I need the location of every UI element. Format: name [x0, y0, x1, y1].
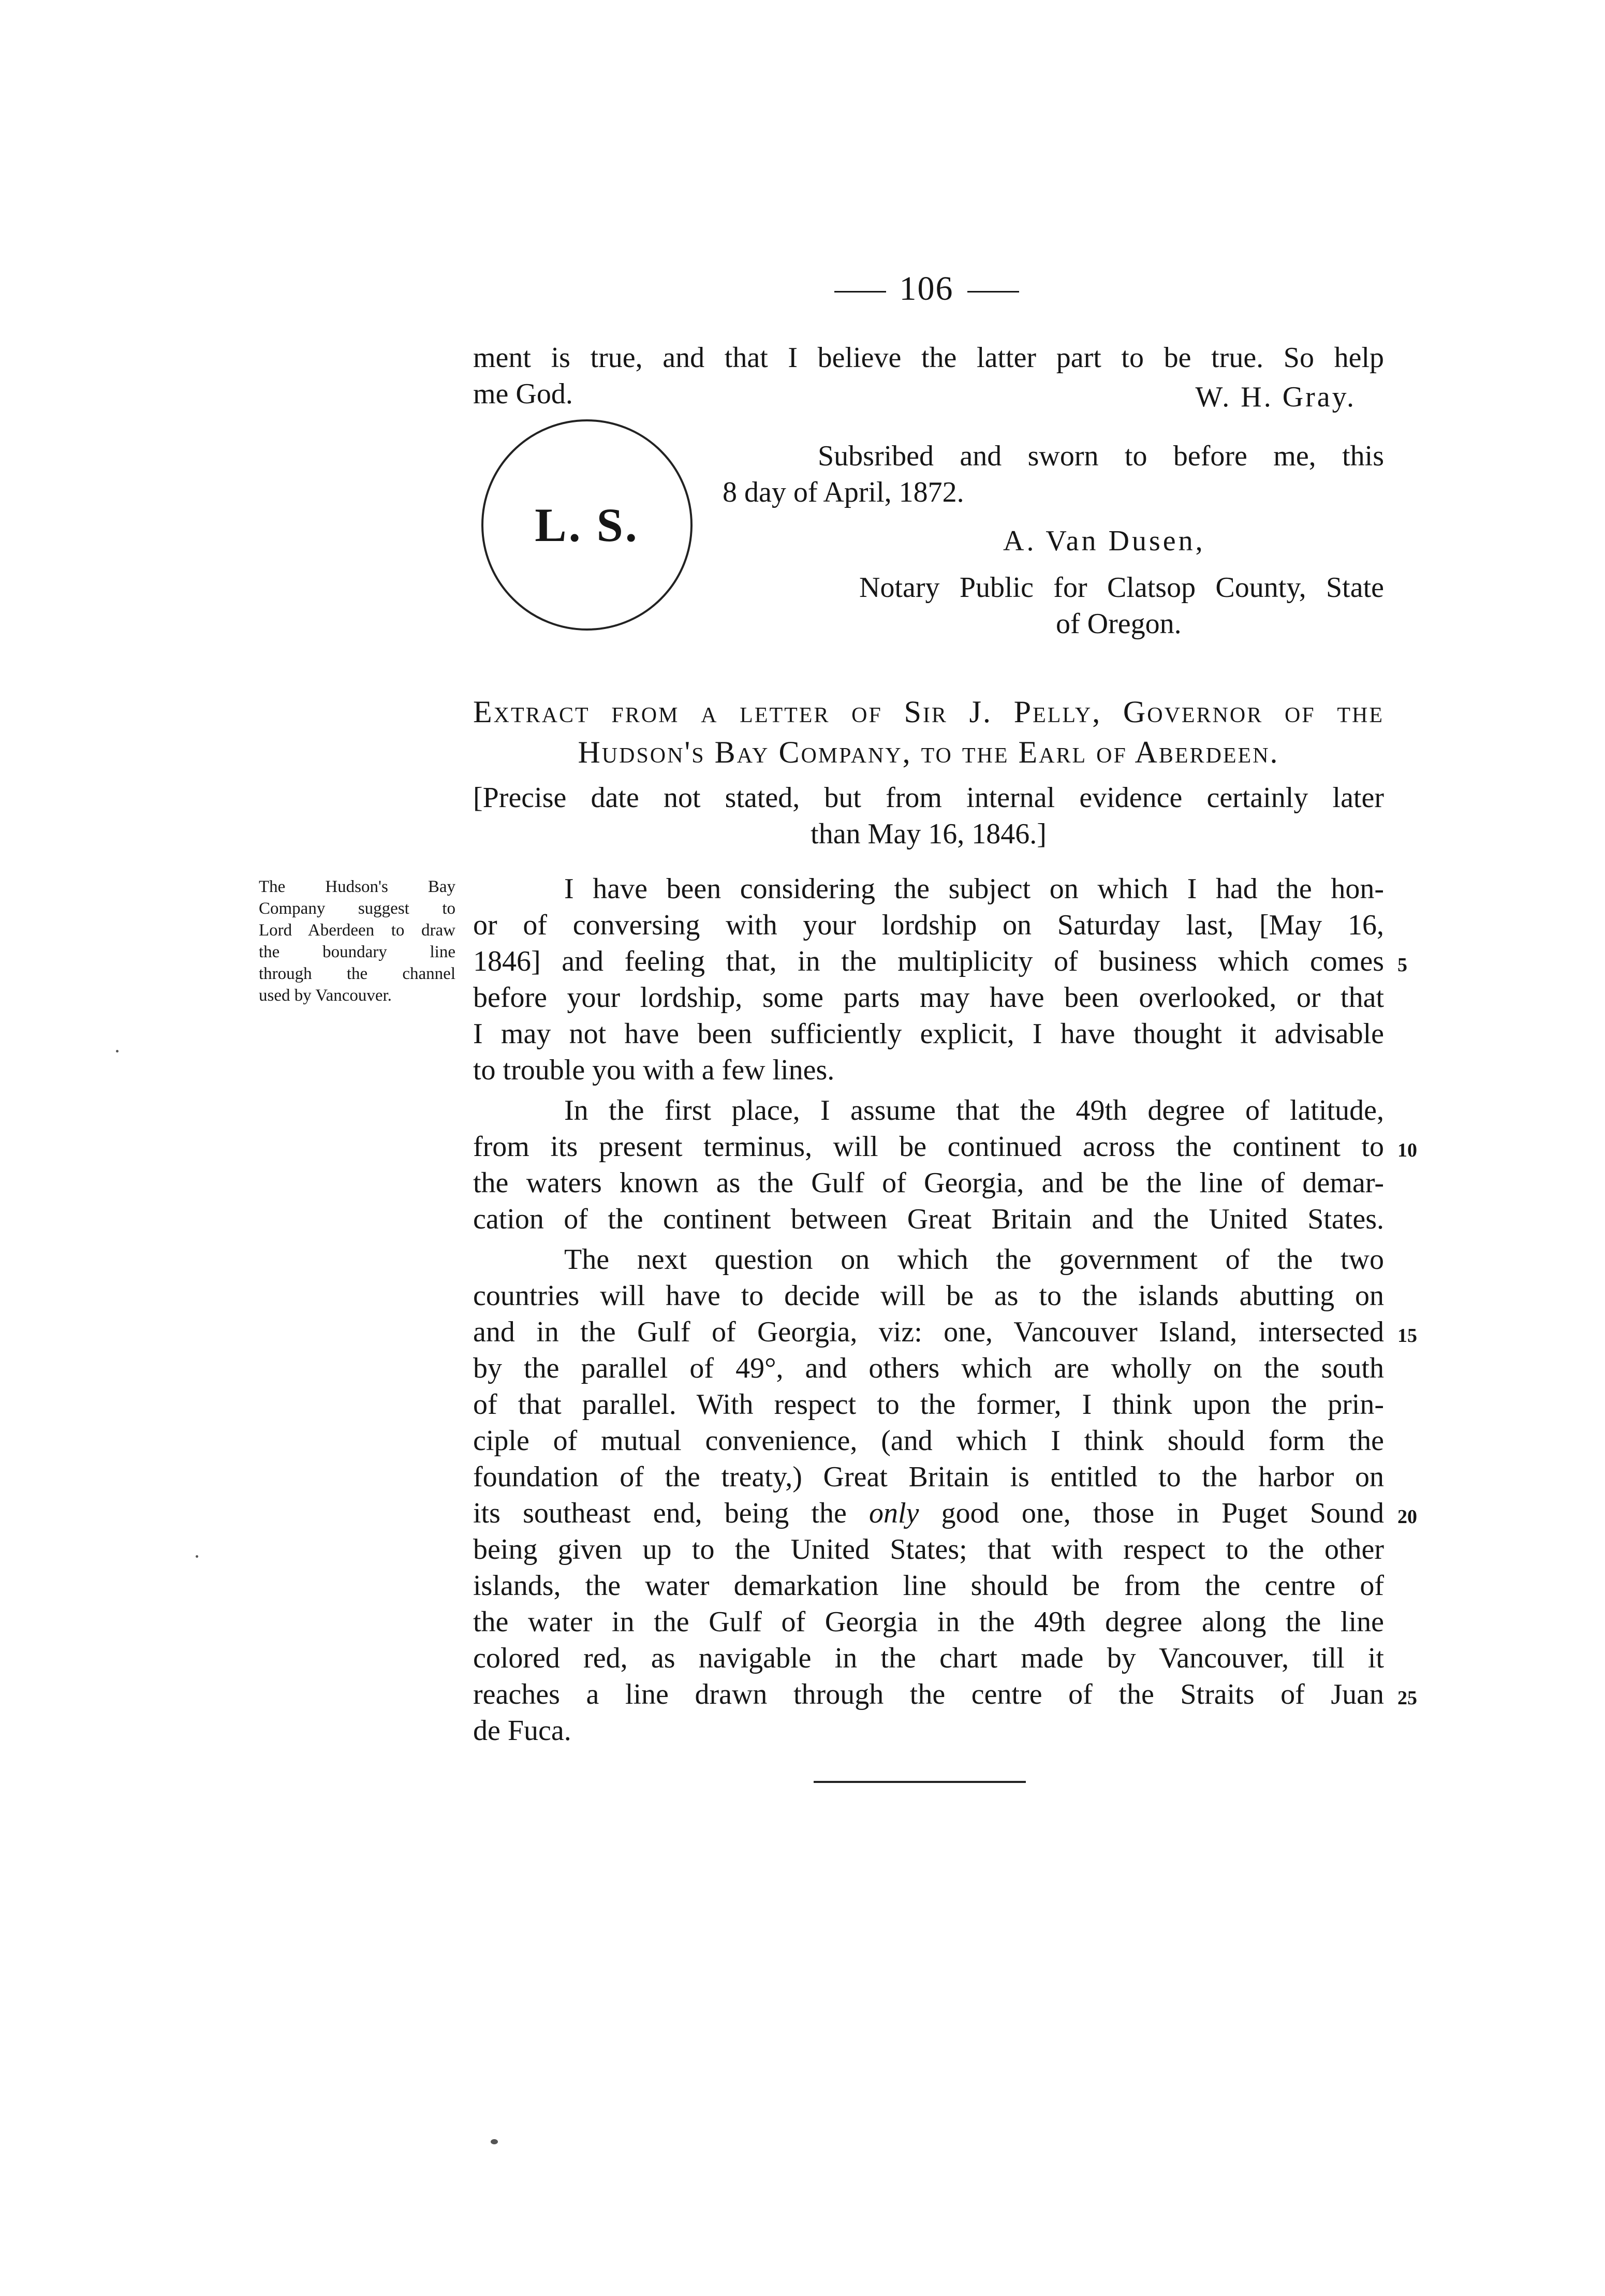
body-line-16: ciple of mutual convenience, (and which I think should form the: [473, 1425, 1384, 1457]
jurat-line-1: Subsribed and sworn to before me, this: [818, 440, 1384, 472]
body-line-1: I have been considering the subject on which I had the hon-: [564, 873, 1384, 905]
emphasis-only: only: [869, 1497, 919, 1529]
sidenote-line-2: Company suggest to: [259, 899, 455, 918]
line-number-25: 25: [1397, 1687, 1417, 1709]
body-line-10: cation of the continent between Great Britain and the United States.: [473, 1203, 1384, 1235]
line-number-15: 15: [1397, 1325, 1417, 1347]
body-line-2: or of conversing with your lordship on Saturday last, [May 16,: [473, 909, 1384, 941]
sidenote-line-1: The Hudson's Bay: [259, 878, 455, 896]
body-line-15: of that parallel. With respect to the former, I think upon the prin-: [473, 1388, 1384, 1421]
ink-speck: [116, 1050, 119, 1052]
body-line-19: being given up to the United States; that with respect to the other: [473, 1533, 1384, 1566]
body-line-23: reaches a line drawn through the centre of the Straits of Juan: [473, 1678, 1384, 1710]
line-number-20: 20: [1397, 1506, 1417, 1528]
notary-title-line-1: Notary Public for Clatsop County, State: [859, 572, 1384, 604]
body-line-21: the water in the Gulf of Georgia in the 49th degree along the line: [473, 1606, 1384, 1638]
page-number: 106: [807, 269, 1046, 309]
body-line-18: [473, 1495, 1384, 1531]
body-line-14: by the parallel of 49°, and others which are wholly on the south: [473, 1352, 1384, 1384]
body-line-17: foundation of the treaty,) Great Britain is entitled to the harbor on: [473, 1461, 1384, 1493]
seal: [481, 419, 693, 631]
body-line-12: countries will have to decide will be as to the islands abutting on: [473, 1280, 1384, 1312]
body-line-7: In the first place, I assume that the 49th degree of latitude,: [564, 1094, 1384, 1127]
jurat-line-2: 8 day of April, 1872.: [723, 476, 964, 508]
body-line-18-start: its southeast end, being the: [473, 1497, 847, 1529]
line-number-5: 5: [1397, 954, 1407, 976]
ink-speck: [491, 2139, 498, 2144]
body-line-9: the waters known as the Gulf of Georgia, and be the line of demar-: [473, 1167, 1384, 1199]
signature: W. H. Gray.: [1195, 381, 1356, 413]
line-number-10: 10: [1397, 1139, 1417, 1161]
sidenote-line-5: through the channel: [259, 964, 455, 983]
sidenote-line-4: the boundary line: [259, 943, 455, 961]
extract-heading-line-1: Extract from a letter of Sir J. Pelly, Governor of the: [473, 695, 1384, 729]
extract-heading-line-2: Hudson's Bay Company, to the Earl of Aberdeen.: [578, 735, 1279, 769]
body-line-24: de Fuca.: [473, 1715, 571, 1747]
notary-name: A. Van Dusen,: [1003, 525, 1205, 557]
body-line-6: to trouble you with a few lines.: [473, 1054, 835, 1086]
affidavit-line-1: ment is true, and that I believe the latter part to be true. So help: [473, 342, 1384, 374]
sidenote-line-6: used by Vancouver.: [259, 986, 392, 1005]
affidavit-line-2: me God.: [473, 378, 573, 410]
dash-right: [967, 291, 1019, 293]
ink-speck: [196, 1555, 198, 1558]
body-line-5: I may not have been sufficiently explicit, I have thought it advisable: [473, 1018, 1384, 1050]
body-line-8: from its present terminus, will be continued across the continent to: [473, 1131, 1384, 1163]
body-line-4: before your lordship, some parts may have been overlooked, or that: [473, 982, 1384, 1014]
body-line-18-end: good one, those in Puget Sound: [941, 1497, 1384, 1529]
body-line-3: 1846] and feeling that, in the multiplicity of business which comes: [473, 945, 1384, 977]
closing-rule: [814, 1781, 1026, 1783]
seal-text: L. S.: [535, 499, 639, 551]
body-line-20: islands, the water demarkation line should be from the centre of: [473, 1570, 1384, 1602]
dash-left: [834, 291, 886, 293]
date-note-line-1: [Precise date not stated, but from internal evidence certainly later: [473, 782, 1384, 814]
notary-title-line-2: of Oregon.: [1056, 608, 1182, 640]
body-line-13: and in the Gulf of Georgia, viz: one, Vancouver Island, intersected: [473, 1316, 1384, 1348]
date-note-line-2: than May 16, 1846.]: [811, 818, 1047, 850]
body-line-22: colored red, as navigable in the chart made by Vancouver, till it: [473, 1642, 1384, 1674]
sidenote-line-3: Lord Aberdeen to draw: [259, 921, 455, 940]
body-line-11: The next question on which the government of the two: [564, 1244, 1384, 1276]
